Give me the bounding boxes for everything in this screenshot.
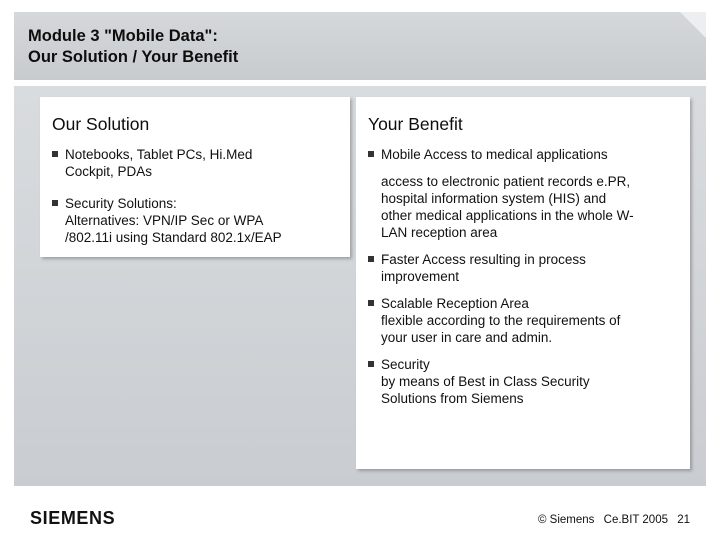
bullet-icon bbox=[368, 256, 374, 262]
list-item-line: Cockpit, PDAs bbox=[65, 164, 153, 179]
list-item bbox=[52, 146, 282, 180]
list-item-line: hospital information system (HIS) and bbox=[381, 191, 607, 206]
list-item-line: by means of Best in Class Security bbox=[381, 374, 590, 389]
bullet-icon bbox=[52, 200, 58, 206]
list-item-line: Notebooks, Tablet PCs, Hi.Med bbox=[65, 147, 253, 162]
list-item-line: Alternatives: VPN/IP Sec or WPA bbox=[65, 213, 264, 228]
our-solution-title: Our Solution bbox=[52, 114, 150, 134]
list-item-line: LAN reception area bbox=[381, 225, 498, 240]
footer-info bbox=[532, 514, 690, 526]
your-benefit-list bbox=[368, 146, 634, 407]
list-item-line: Security Solutions: bbox=[65, 196, 177, 211]
bullet-icon bbox=[52, 151, 58, 157]
list-item-line: flexible according to the requirements of bbox=[381, 313, 621, 328]
content-area bbox=[14, 86, 706, 486]
bullet-icon bbox=[368, 151, 374, 157]
our-solution-list bbox=[52, 146, 282, 246]
list-item-line: access to electronic patient records e.PR, bbox=[381, 174, 631, 189]
siemens-logo: SIEMENS bbox=[30, 508, 116, 528]
header-corner-decoration bbox=[680, 12, 706, 38]
list-item bbox=[368, 146, 634, 163]
list-item-line: Faster Access resulting in process bbox=[381, 252, 586, 267]
list-item bbox=[368, 251, 634, 285]
list-item bbox=[52, 195, 282, 246]
footer-copyright: © Siemens bbox=[538, 514, 595, 526]
list-item-line: other medical applications in the whole W- bbox=[381, 208, 634, 223]
title-line-2: Our Solution / Your Benefit bbox=[28, 48, 239, 66]
list-item-line: improvement bbox=[381, 269, 460, 284]
list-item-line: Security bbox=[381, 357, 430, 372]
page-number: 21 bbox=[677, 514, 690, 526]
our-solution-panel bbox=[40, 97, 350, 257]
title-line-1: Module 3 "Mobile Data": bbox=[28, 27, 218, 45]
bullet-icon bbox=[368, 300, 374, 306]
list-item-line: your user in care and admin. bbox=[381, 330, 553, 345]
list-item-line: /802.11i using Standard 802.1x/EAP bbox=[65, 230, 282, 245]
header-bar bbox=[14, 12, 706, 80]
footer-event: Ce.BIT 2005 bbox=[603, 514, 668, 526]
your-benefit-panel bbox=[356, 97, 690, 469]
your-benefit-title: Your Benefit bbox=[368, 114, 463, 134]
list-item-detail bbox=[368, 173, 634, 241]
list-item-line: Mobile Access to medical applications bbox=[381, 147, 608, 162]
list-item-line: Solutions from Siemens bbox=[381, 391, 524, 406]
slide-title bbox=[28, 26, 238, 68]
bullet-icon bbox=[368, 361, 374, 367]
list-item bbox=[368, 356, 634, 407]
list-item bbox=[368, 295, 634, 346]
list-item-line: Scalable Reception Area bbox=[381, 296, 529, 311]
